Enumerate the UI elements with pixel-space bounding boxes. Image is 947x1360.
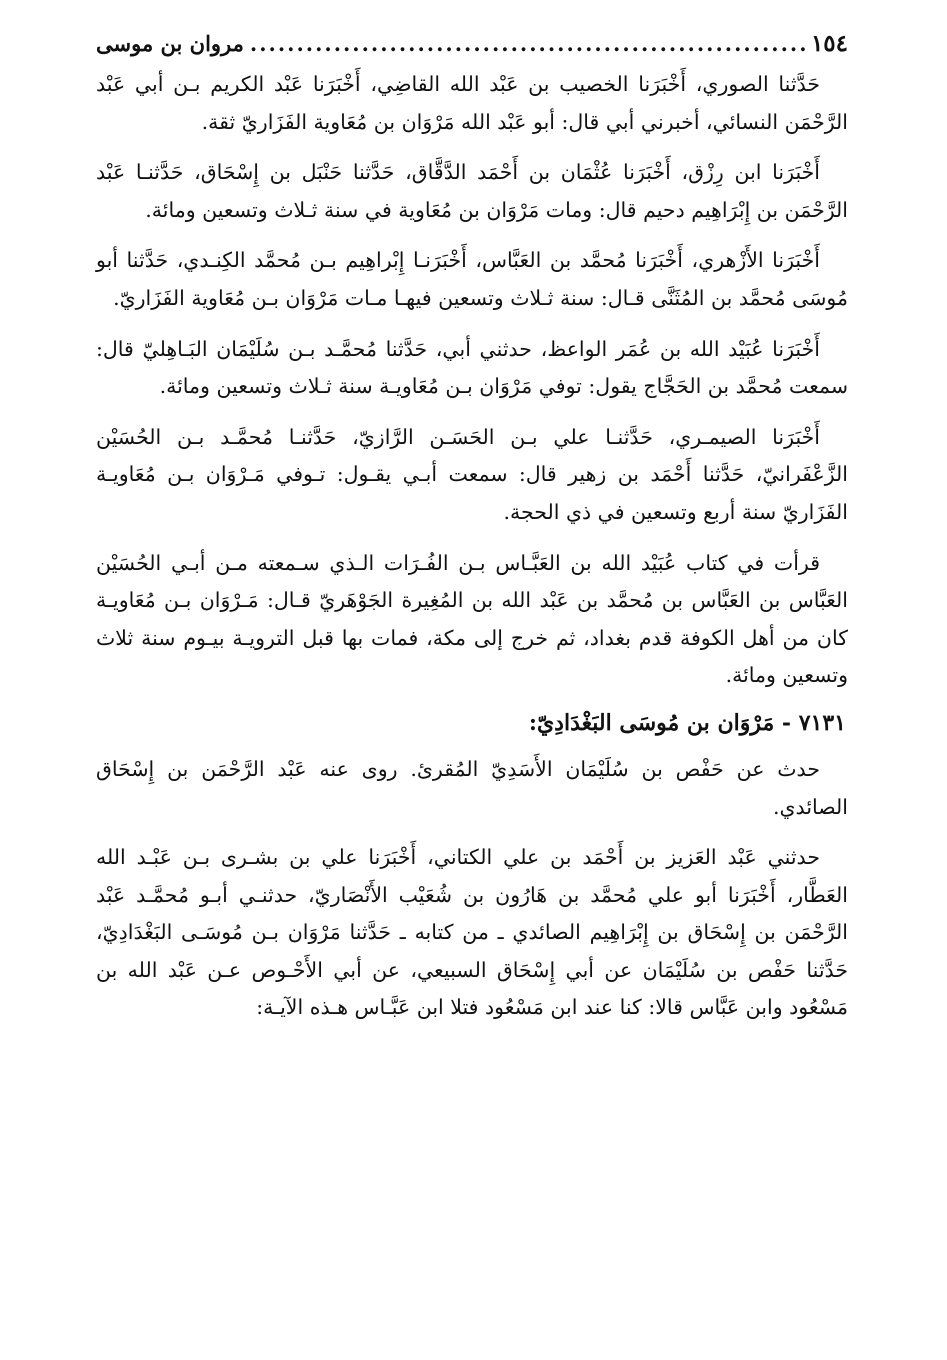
page-number: ١٥٤ [810, 30, 848, 57]
header-dot-leader [250, 26, 805, 62]
paragraph-hajjaj: أَخْبَرَنا عُبَيْد الله بن عُمَر الواعظ، حدثني أبي، حَدَّثنا مُحمَّـد بـن سُلَيْمَان البَـاهِليّ قال: سمعت مُحمَّد بن الحَجَّاج يقول: توفي مَرْوَان بـن مُعَاويـة سنة ثـلاث وتسعين ومائة. [96, 336, 848, 399]
running-header [96, 26, 848, 66]
entry-isnad: حدثني عَبْد العَزيز بن أَحْمَد بن علي الكتاني، أَخْبَرَنا علي بن بشـرى بـن عَبْـد الله العَطَّار، أَخْبَرَنا أبو علي مُحمَّد بن هَارُون بن شُعَيْب الأَنْصَاريّ، حدثنـي أبـو مُحمَّـد عَبْد الرَّحْمَن بن إِسْحَاق بن إِبْرَاهِيم الصائدي ـ من كتابه ـ حَدَّثنا مَرْوَان بـن مُوسَـى البَغْدَادِيّ، حَدَّثنا حَفْص بن سُلَيْمَان عن أبي إِسْحَاق السبيعي، عن أبي الأَحْـوص عـن عَبْد الله بن مَسْعُود وابن عَبَّاس قالا: كنا عند ابن مَسْعُود فتلا ابن عَبَّـاس هـذه الآيـة: [96, 845, 848, 1020]
paragraph-muthanna: أَخْبَرَنا الأَزْهري، أَخْبَرَنا مُحمَّد بن العَبَّاس، أَخْبَرَنـا إِبْراهِيم بـن مُحمَّد الكِنـدي، حَدَّثنا أبو مُوسَى مُحمَّد بن المُثَنَّى قـال: سنة ثـلاث وتسعين فيهـا مـات مَرْوَان بـن مُعَاوية الفَزَاريّ. [96, 248, 848, 310]
book-page [96, 26, 848, 1040]
paragraph-duhaym: أَخْبَرَنا ابن رِزْق، أَخْبَرَنا عُثْمَان بن أَحْمَد الدَّقَّاق، حَدَّثنا حَنْبَل بن إِسْحَاق، حَدَّثنـا عَبْد الرَّحْمَن بن إِبْرَاهِيم دحيم قال: ومات مَرْوَان بن مُعَاوية في سنة ثـلاث وتسعين ومائة. [96, 160, 848, 222]
paragraph-ahmad-ibn-zuhayr: أَخْبَرَنا الصيمـري، حَدَّثنـا علي بـن الحَسَـن الرَّازيّ، حَدَّثنـا مُحمَّـد بـن الحُسَيْن الزَّعْفَرانيّ، حَدَّثنا أَحْمَد بن زهير قال: سمعت أبـي يقـول: تـوفي مَـرْوَان بـن مُعَاويـة الفَزَاريّ سنة أربع وتسعين في ذي الحجة. [96, 424, 848, 524]
running-title: مروان بن موسى [96, 31, 244, 56]
paragraph-ibn-al-furat: قرأت في كتاب عُبَيْد الله بن العَبَّـاس بـن الفُـرَات الـذي سـمعته مـن أبـي الحُسَيْن العَبَّاس بن العَبَّاس بن مُحمَّد بن عَبْد الله بن المُغِيرة الجَوْهَريّ قـال: مَـرْوَان بـن مُعَاويـة كان من أهل الكوفة قدم بغداد، ثم خرج إلى مكة، فمات بها قبل الترويـة بيـوم سنة ثلاث وتسعين ومائة. [96, 550, 848, 688]
paragraph-nasai: حَدَّثنا الصوري، أَخْبَرَنا الخصيب بن عَبْد الله القاضِي، أَخْبَرَنا عَبْد الكريم بـن أبي عَبْد الرَّحْمَن النسائي، أخبرني أبي قال: أبو عَبْد الله مَرْوَان بن مُعَاوية الفَزَاريّ ثقة. [96, 72, 848, 134]
entry-heading: ٧١٣١ - مَرْوَان بن مُوسَى البَغْدَادِيّ: [528, 709, 846, 736]
entry-intro: حدث عن حَفْص بن سُلَيْمَان الأَسَدِيّ المُقرئ. روى عنه عَبْد الرَّحْمَن بن إِسْحَاق الصائدي. [96, 756, 848, 819]
